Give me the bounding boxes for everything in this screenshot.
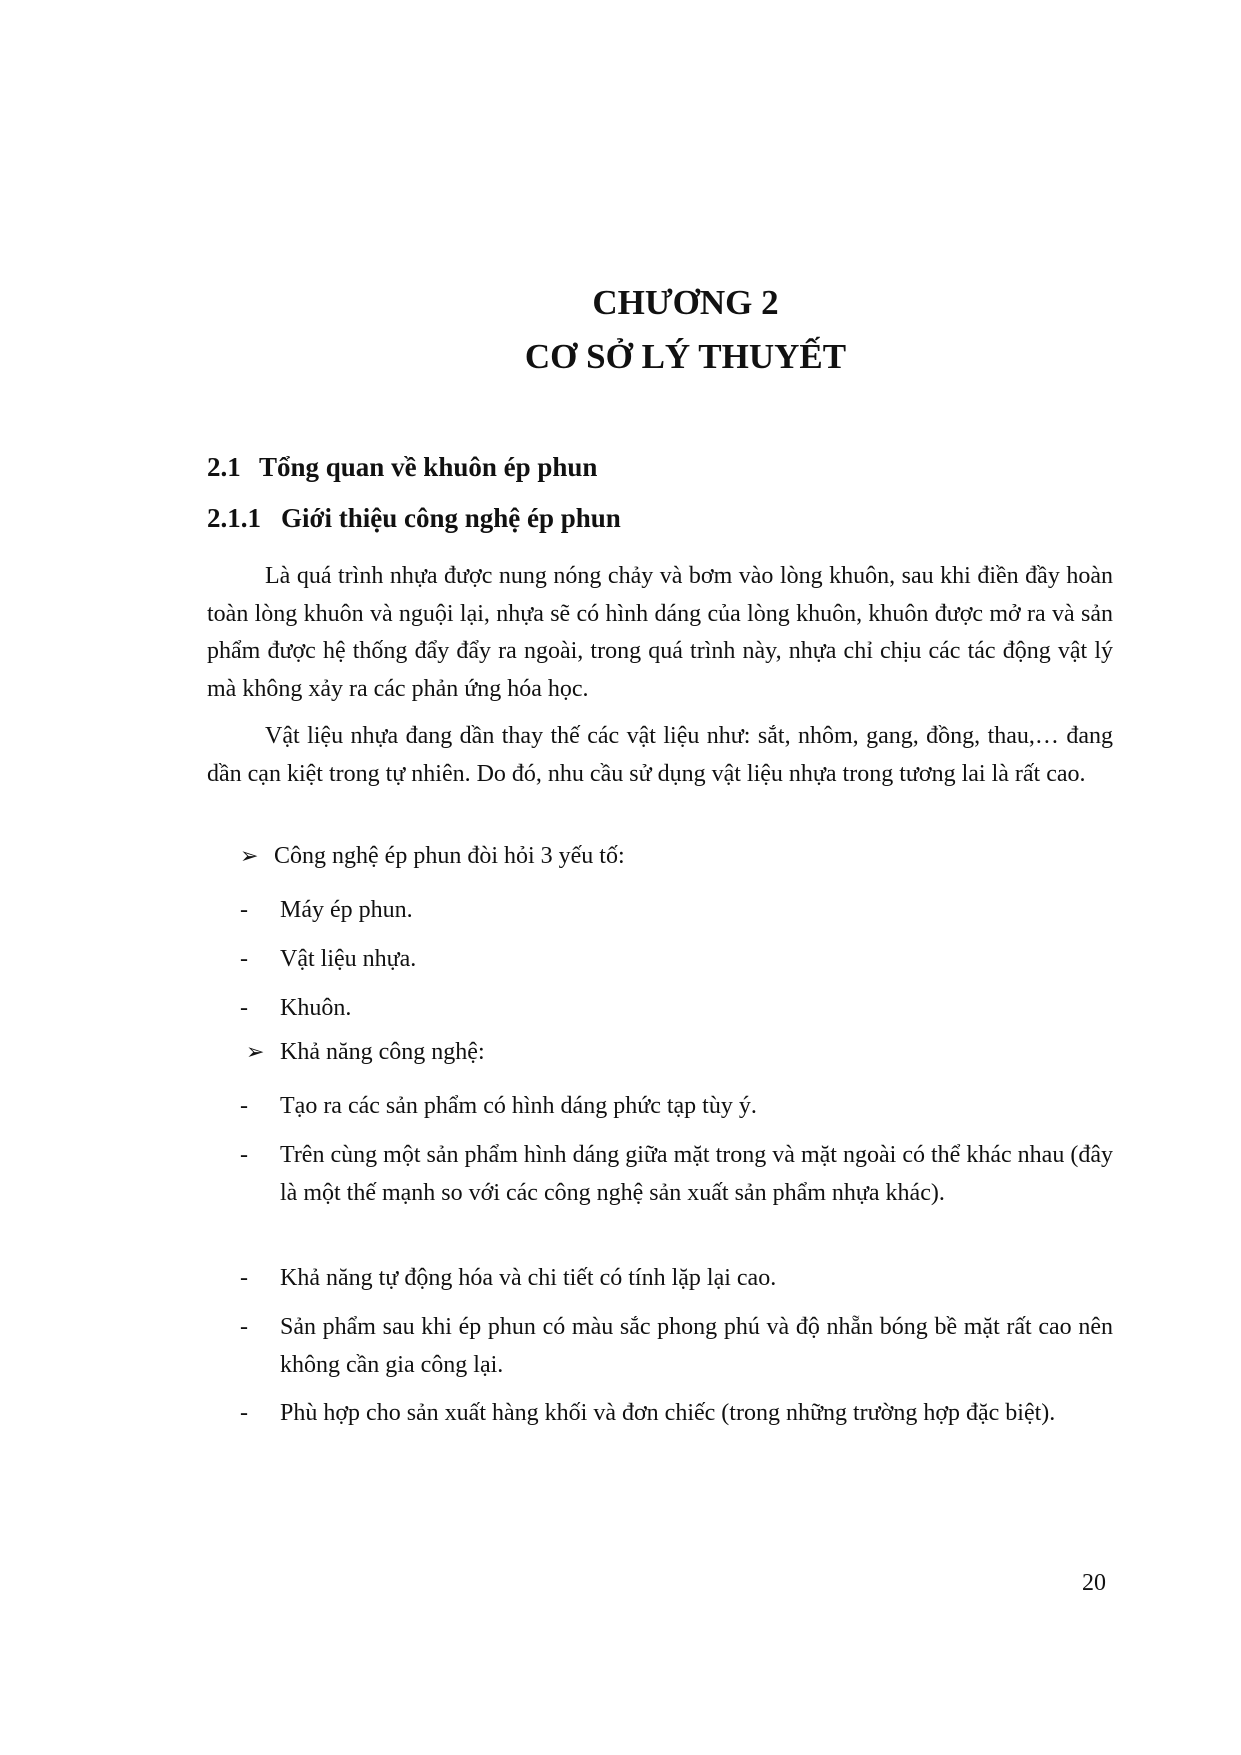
dash-icon: - xyxy=(240,897,248,923)
dash-icon: - xyxy=(240,1265,248,1291)
dash-icon: - xyxy=(240,995,248,1021)
list-item xyxy=(240,1260,1113,1298)
paragraph-materials: Vật liệu nhựa đang dần thay thế các vật liệu như: sắt, nhôm, gang, đồng, thau,… đang dần cạn kiệt trong tự nhiên. Do đó, nhu cầu sử dụng vật liệu nhựa trong tương lai là rất cao. xyxy=(207,723,1113,787)
list-item-text: Trên cùng một sản phẩm hình dáng giữa mặt trong và mặt ngoài có thể khác nhau (đây là một thế mạnh so với các công nghệ sản xuất sản phẩm nhựa khác). xyxy=(280,1142,1113,1206)
list-item xyxy=(240,941,1113,979)
requirements-heading xyxy=(240,843,625,870)
section-heading-2-1 xyxy=(207,452,597,483)
chapter-title xyxy=(0,276,1241,384)
page-number: 20 xyxy=(1082,1570,1106,1596)
subsection-title: Giới thiệu công nghệ ép phun xyxy=(281,503,621,533)
section-number: 2.1 xyxy=(207,452,241,482)
list-item xyxy=(240,1395,1113,1433)
chapter-name: CƠ SỞ LÝ THUYẾT xyxy=(524,337,847,376)
list-item-text: Khả năng tự động hóa và chi tiết có tính lặp lại cao. xyxy=(280,1265,777,1291)
section-heading-2-1-1 xyxy=(207,503,621,534)
list-item-text: Vật liệu nhựa. xyxy=(280,946,417,972)
capabilities-heading xyxy=(246,1039,485,1066)
capabilities-heading-text: Khả năng công nghệ: xyxy=(280,1039,485,1065)
list-item xyxy=(240,990,1113,1028)
section-title: Tổng quan về khuôn ép phun xyxy=(259,452,598,482)
arrow-bullet-icon: ➢ xyxy=(240,843,259,868)
chapter-number: CHƯƠNG 2 xyxy=(592,283,779,322)
list-item xyxy=(240,1137,1113,1212)
dash-icon: - xyxy=(240,946,248,972)
dash-icon: - xyxy=(240,1314,248,1340)
list-item xyxy=(240,1088,1113,1126)
list-item xyxy=(240,892,1113,930)
list-item-text: Máy ép phun. xyxy=(280,897,413,923)
requirements-heading-text: Công nghệ ép phun đòi hỏi 3 yếu tố: xyxy=(274,843,625,869)
list-item-text: Khuôn. xyxy=(280,995,352,1021)
list-item xyxy=(240,1309,1113,1384)
subsection-number: 2.1.1 xyxy=(207,503,261,533)
dash-icon: - xyxy=(240,1142,248,1168)
list-item-text: Sản phẩm sau khi ép phun có màu sắc phong phú và độ nhẵn bóng bề mặt rất cao nên không cần gia công lại. xyxy=(280,1314,1113,1378)
paragraph-process: Là quá trình nhựa được nung nóng chảy và bơm vào lòng khuôn, sau khi điền đầy hoàn toàn lòng khuôn và nguội lại, nhựa sẽ có hình dáng của lòng khuôn, khuôn được mở ra và sản phẩm được hệ thống đẩy đẩy ra ngoài, trong quá trình này, nhựa chỉ chịu các tác động vật lý mà không xảy ra các phản ứng hóa học. xyxy=(207,563,1113,702)
dash-icon: - xyxy=(240,1400,248,1426)
list-item-text: Tạo ra các sản phẩm có hình dáng phức tạp tùy ý. xyxy=(280,1093,757,1119)
dash-icon: - xyxy=(240,1093,248,1119)
list-item-text: Phù hợp cho sản xuất hàng khối và đơn chiếc (trong những trường hợp đặc biệt). xyxy=(280,1400,1056,1426)
arrow-bullet-icon: ➢ xyxy=(246,1039,265,1064)
